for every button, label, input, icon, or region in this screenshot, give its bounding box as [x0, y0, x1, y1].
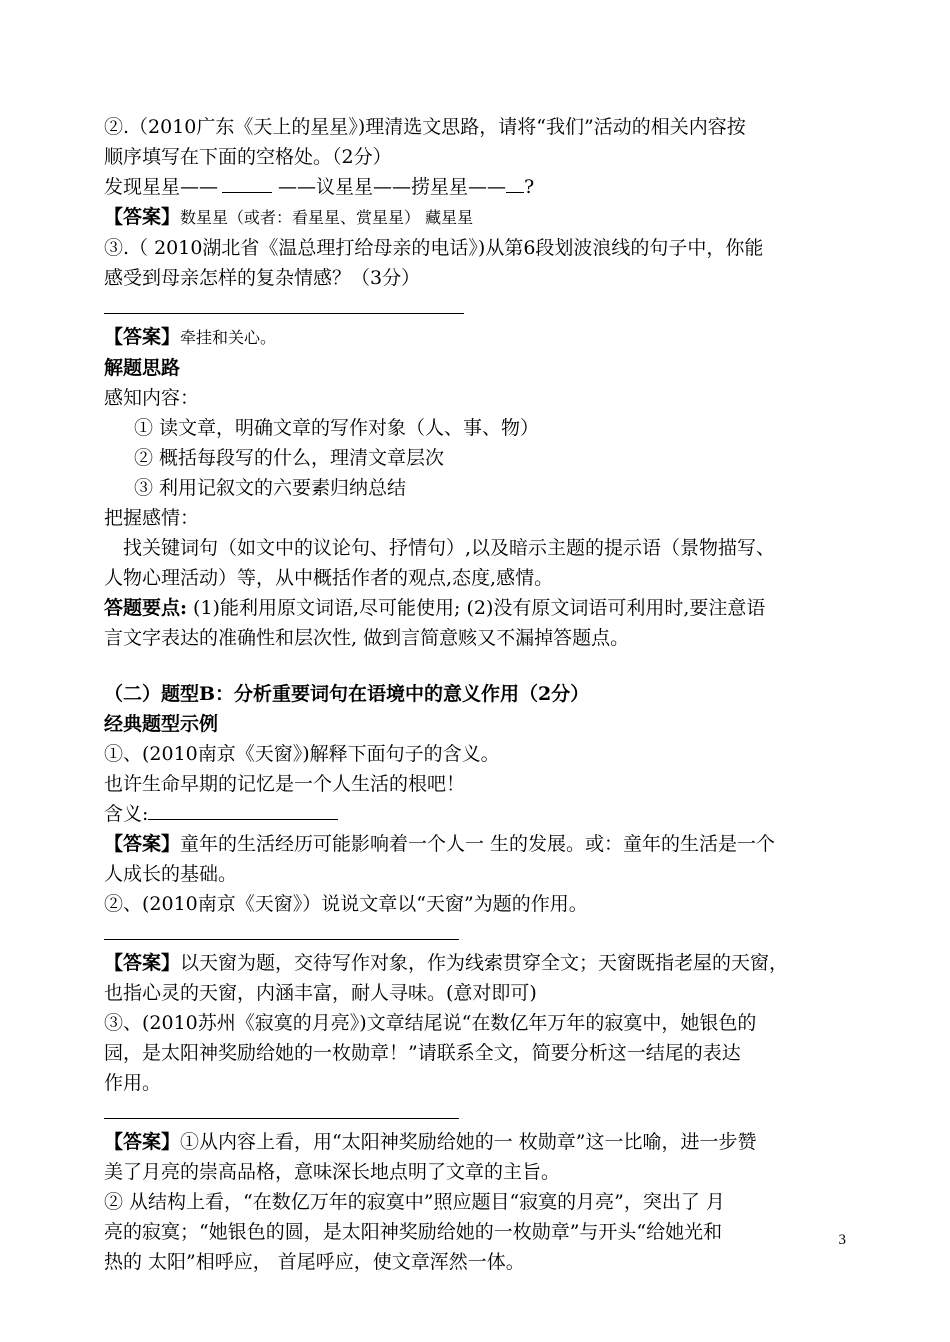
answer-points [104, 593, 849, 623]
b-question-3-answer-line2: 美了月亮的崇高品格，意味深长地点明了文章的主旨。 [104, 1161, 561, 1183]
question-2-line1: ②.（2010广东《天上的星星》)理清选文思路，请将“我们”活动的相关内容按 [104, 116, 746, 138]
page-number: 3 [838, 1232, 846, 1248]
answer-line [104, 1118, 459, 1119]
question-3-answer [104, 322, 849, 353]
points-label: 答题要点: [104, 597, 188, 619]
page-content [104, 112, 849, 1277]
b-question-3-answer [104, 1127, 849, 1157]
question-3-line1: ③.（ 2010湖北省《温总理打给母亲的电话》)从第6段划波浪线的句子中，你能 [104, 237, 764, 259]
b-question-3-answer-line4: 亮的寂寞；“她银色的圆，是太阳神奖励给她的一枚勋章”与开头“给她光和 [104, 1221, 723, 1243]
answer-label: 【答案】 [104, 952, 181, 974]
b-question-1-line1: ①、(2010南京《天窗》)解释下面句子的含义。 [104, 743, 500, 765]
seq-text-c: ? [524, 176, 535, 198]
answer-text: 以天窗为题，交待写作对象，作为线索贯穿全文；天窗既指老屋的天窗， [180, 952, 789, 974]
answer-blank [506, 172, 524, 193]
emotion-line: 人物心理活动）等，从中概括作者的观点,态度,感情。 [104, 567, 554, 589]
b-question-3-answer-line3: ② 从结构上看，“在数亿万年的寂寞中”照应题目“寂寞的月亮”，突出了 月 [104, 1191, 725, 1213]
emotion-title: 把握感情： [104, 507, 200, 529]
question-2-answer [104, 202, 849, 233]
seq-text-b: ——议星星——捞星星—— [278, 176, 507, 198]
answer-text: 童年的生活经历可能影响着一个人一 生的发展。或：童年的生活是一个 [180, 833, 776, 855]
question-3-line2: 感受到母亲怎样的复杂情感？（3分） [104, 267, 421, 289]
perceive-title: 感知内容： [104, 387, 200, 409]
b-question-3-line2: 园，是太阳神奖励给她的一枚勋章！”请联系全文，简要分析这一结尾的表达 [104, 1042, 741, 1064]
points-text: (1)能利用原文词语,尽可能使用; (2)没有原文词语可利用时,要注意语 [187, 597, 766, 619]
answer-blank [148, 799, 338, 820]
seq-text-a: 发现星星—— [104, 176, 219, 198]
b-question-1-meaning [104, 799, 849, 829]
perceive-item: ① 读文章，明确文章的写作对象（人、事、物） [134, 417, 540, 439]
b-question-3-answer-line5: 热的 太阳”相呼应， 首尾呼应，使文章浑然一体。 [104, 1251, 525, 1273]
answer-label: 【答案】 [104, 206, 181, 228]
answer-text: 牵挂和关心。 [180, 328, 277, 347]
b-question-3-line3: 作用。 [104, 1072, 162, 1094]
emotion-line: 找关键词句（如文中的议论句、抒情句）,以及暗示主题的提示语（景物描写、 [123, 537, 776, 559]
perceive-item: ② 概括每段写的什么，理清文章层次 [134, 447, 445, 469]
answer-label: 【答案】 [104, 1131, 181, 1153]
perceive-item: ③ 利用记叙文的六要素归纳总结 [134, 477, 407, 499]
meaning-label: 含义: [104, 803, 149, 825]
spacer [104, 653, 849, 679]
answer-line [104, 313, 464, 314]
question-2-line2: 顺序填写在下面的空格处。（2分） [104, 146, 392, 168]
b-question-2-answer-line2: 也指心灵的天窗，内涵丰富，耐人寻味。(意对即可) [104, 982, 537, 1004]
answer-text: ①从内容上看，用“太阳神奖励给她的一 枚勋章”这一比喻，进一步赞 [180, 1131, 757, 1153]
b-question-1-line2: 也许生命早期的记忆是一个人生活的根吧！ [104, 773, 466, 795]
b-question-3-line1: ③、(2010苏州《寂寞的月亮》)文章结尾说“在数亿年万年的寂寞中，她银色的 [104, 1012, 757, 1034]
answer-line [104, 939, 459, 940]
answer-points-line2: 言文字表达的准确性和层次性, 做到言简意赅又不漏掉答题点。 [104, 627, 630, 649]
answer-label: 【答案】 [104, 326, 181, 348]
answer-label: 【答案】 [104, 833, 181, 855]
answer-text: 数星星（或者：看星星、赏星星） 藏星星 [180, 208, 474, 227]
b-question-2-line1: ②、(2010南京《天窗》）说说文章以“天窗”为题的作用。 [104, 893, 588, 915]
b-question-2-answer [104, 948, 849, 978]
b-question-1-answer [104, 829, 849, 859]
b-question-1-answer-line2: 人成长的基础。 [104, 863, 238, 885]
section-b-subtitle: 经典题型示例 [104, 713, 219, 735]
answer-blank [222, 172, 272, 193]
question-2-sequence [104, 172, 849, 202]
method-heading: 解题思路 [104, 357, 181, 379]
section-b-title: （二）题型B：分析重要词句在语境中的意义作用（2分） [104, 683, 590, 705]
